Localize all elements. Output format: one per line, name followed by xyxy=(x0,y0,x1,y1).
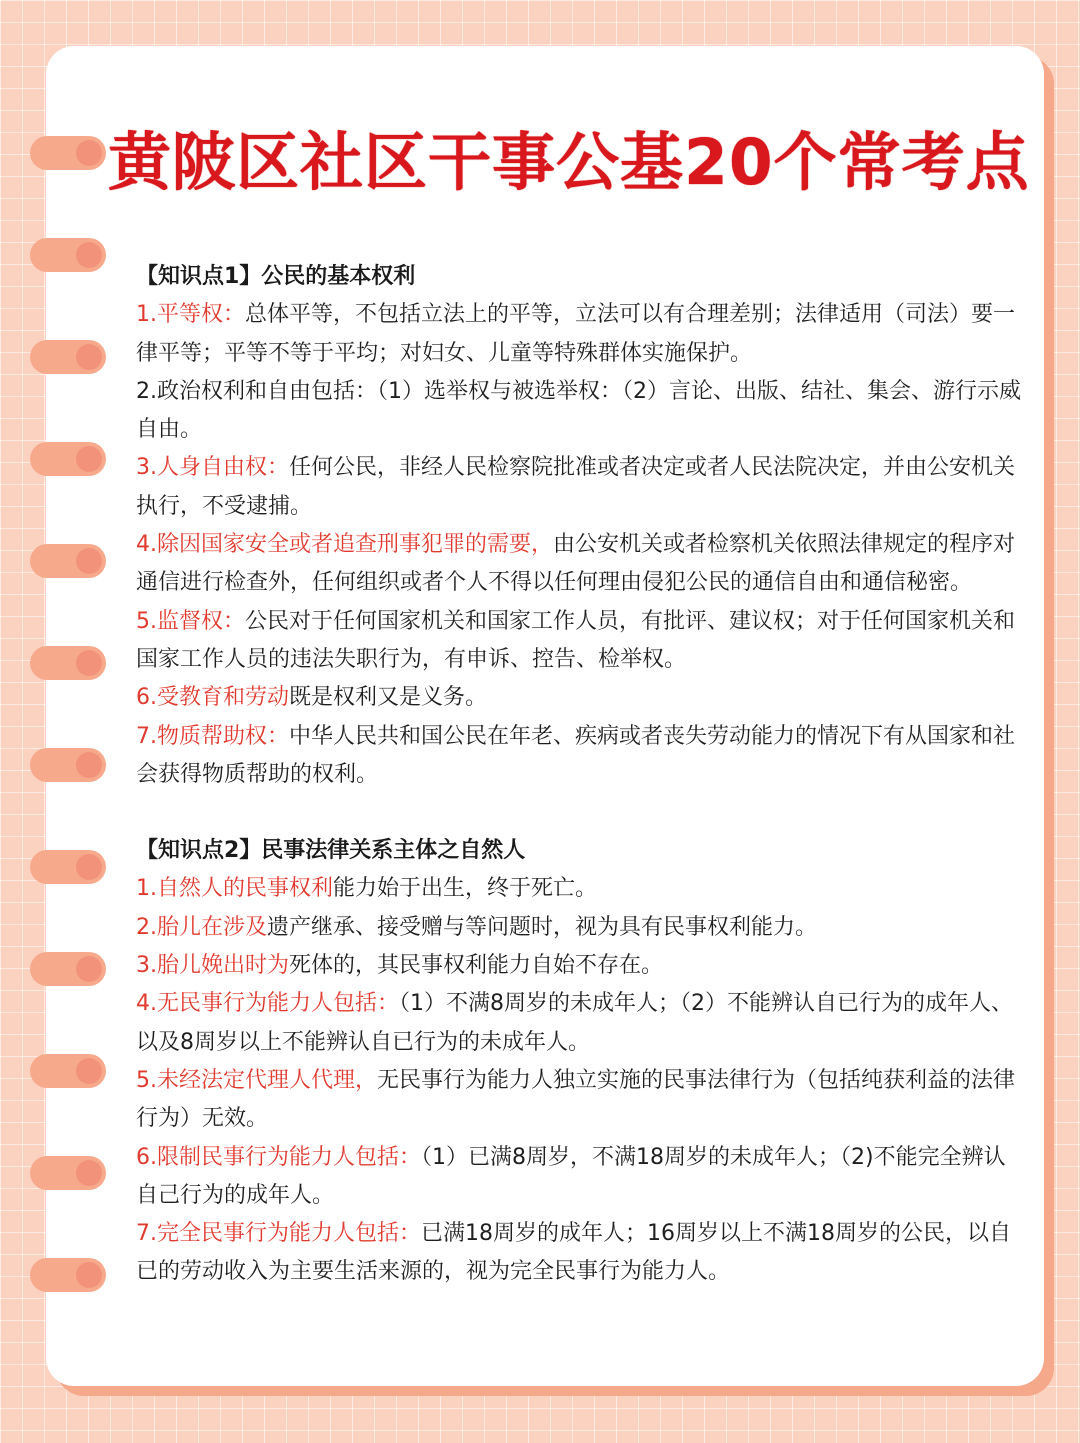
item-text: 死体的，其民事权利能力自始不存在。 xyxy=(289,953,664,979)
ring xyxy=(30,952,106,986)
list-item xyxy=(136,947,1026,985)
list-item xyxy=(136,909,1026,947)
item-text: 无民事行为能力人独立实施的民事法律行为（包括纯获利益的法律行为）无效。 xyxy=(136,1067,1016,1132)
ring xyxy=(30,748,106,782)
item-highlight: 1.自然人的民事权利 xyxy=(136,876,333,902)
ring xyxy=(30,1054,106,1088)
item-highlight: 6.受教育和劳动 xyxy=(136,685,289,711)
ring xyxy=(30,340,106,374)
ring xyxy=(30,544,106,578)
section-spacer xyxy=(136,794,1026,832)
item-highlight: 3.人身自由权： xyxy=(136,455,289,481)
item-text: （1）已满8周岁，不满18周岁的未成年人；（2)不能完全辨认自己行为的成年人。 xyxy=(136,1144,1006,1208)
list-item xyxy=(136,985,1026,1062)
list-item xyxy=(136,526,1026,603)
ring xyxy=(30,646,106,680)
item-highlight: 4.除因国家安全或者追查刑事犯罪的需要， xyxy=(136,532,553,558)
list-item xyxy=(136,449,1026,526)
item-highlight: 2.胎儿在涉及 xyxy=(136,914,267,940)
list-item xyxy=(136,870,1026,908)
ring xyxy=(30,442,106,476)
item-text: 公民对于任何国家机关和国家工作人员，有批评、建议权；对于任何国家机关和国家工作人员的违法失职行为，有申诉、控告、检举权。 xyxy=(136,608,1016,672)
list-item xyxy=(136,1215,1026,1292)
list-item xyxy=(136,718,1026,795)
section-heading: 【知识点1】公民的基本权利 xyxy=(136,264,416,289)
item-highlight: 1.平等权： xyxy=(136,302,245,328)
item-text: 遗产继承、接受赠与等问题时，视为具有民事权利能力。 xyxy=(267,914,818,940)
item-text: 既是权利又是义务。 xyxy=(289,685,488,711)
item-text: 由公安机关或者检察机关依照法律规定的程序对通信进行检查外，任何组织或者个人不得以任何理由侵犯公民的通信自由和通信秘密。 xyxy=(136,532,1016,596)
section-heading: 【知识点2】民事法律关系主体之自然人 xyxy=(136,838,526,864)
list-item xyxy=(136,296,1026,373)
item-text: 总体平等，不包括立法上的平等，立法可以有合理差别；法律适用（司法）要一律平等；平等不等于平均；对妇女、儿童等特殊群体实施保护。 xyxy=(136,302,1016,366)
item-highlight: 4.无民事行为能力人包括： xyxy=(136,991,399,1017)
item-highlight: 7.物质帮助权： xyxy=(136,723,289,749)
item-text: 2.政治权利和自由包括：（1）选举权与被选举权：（2）言论、出版、结社、集会、游行示威自由。 xyxy=(136,378,1021,443)
list-item xyxy=(136,1139,1026,1216)
list-item xyxy=(136,373,1026,450)
ring xyxy=(30,850,106,884)
list-item xyxy=(136,679,1026,717)
ring xyxy=(30,136,106,170)
item-text: 能力始于出生，终于死亡。 xyxy=(333,876,598,902)
item-highlight: 7.完全民事行为能力人包括： xyxy=(136,1221,421,1247)
item-text: （1）不满8周岁的未成年人；（2）不能辨认自已行为的成年人、以及8周岁以上不能辨认自已行为的未成年人。 xyxy=(136,991,1013,1055)
item-highlight: 5.未经法定代理人代理， xyxy=(136,1067,377,1093)
ring xyxy=(30,1156,106,1190)
ring xyxy=(30,238,106,272)
item-highlight: 6.限制民事行为能力人包括： xyxy=(136,1144,421,1170)
item-highlight: 3.胎儿娩出时为 xyxy=(136,953,289,979)
item-text: 已满18周岁的成年人；16周岁以上不满18周岁的公民，以自已的劳动收入为主要生活来源的，视为完全民事行为能力人。 xyxy=(136,1221,1011,1285)
item-highlight: 5.监督权： xyxy=(136,608,245,634)
item-text: 任何公民，非经人民检察院批准或者决定或者人民法院决定，并由公安机关执行，不受逮捕。 xyxy=(136,455,1016,519)
content xyxy=(136,258,1026,1292)
page-title: 黄陂区社区干事公基20个常考点 xyxy=(108,126,1030,199)
item-text: 中华人民共和国公民在年老、疾病或者丧失劳动能力的情况下有从国家和社会获得物质帮助的权利。 xyxy=(136,723,1016,787)
list-item xyxy=(136,603,1026,680)
ring xyxy=(30,1258,106,1292)
list-item xyxy=(136,1062,1026,1139)
